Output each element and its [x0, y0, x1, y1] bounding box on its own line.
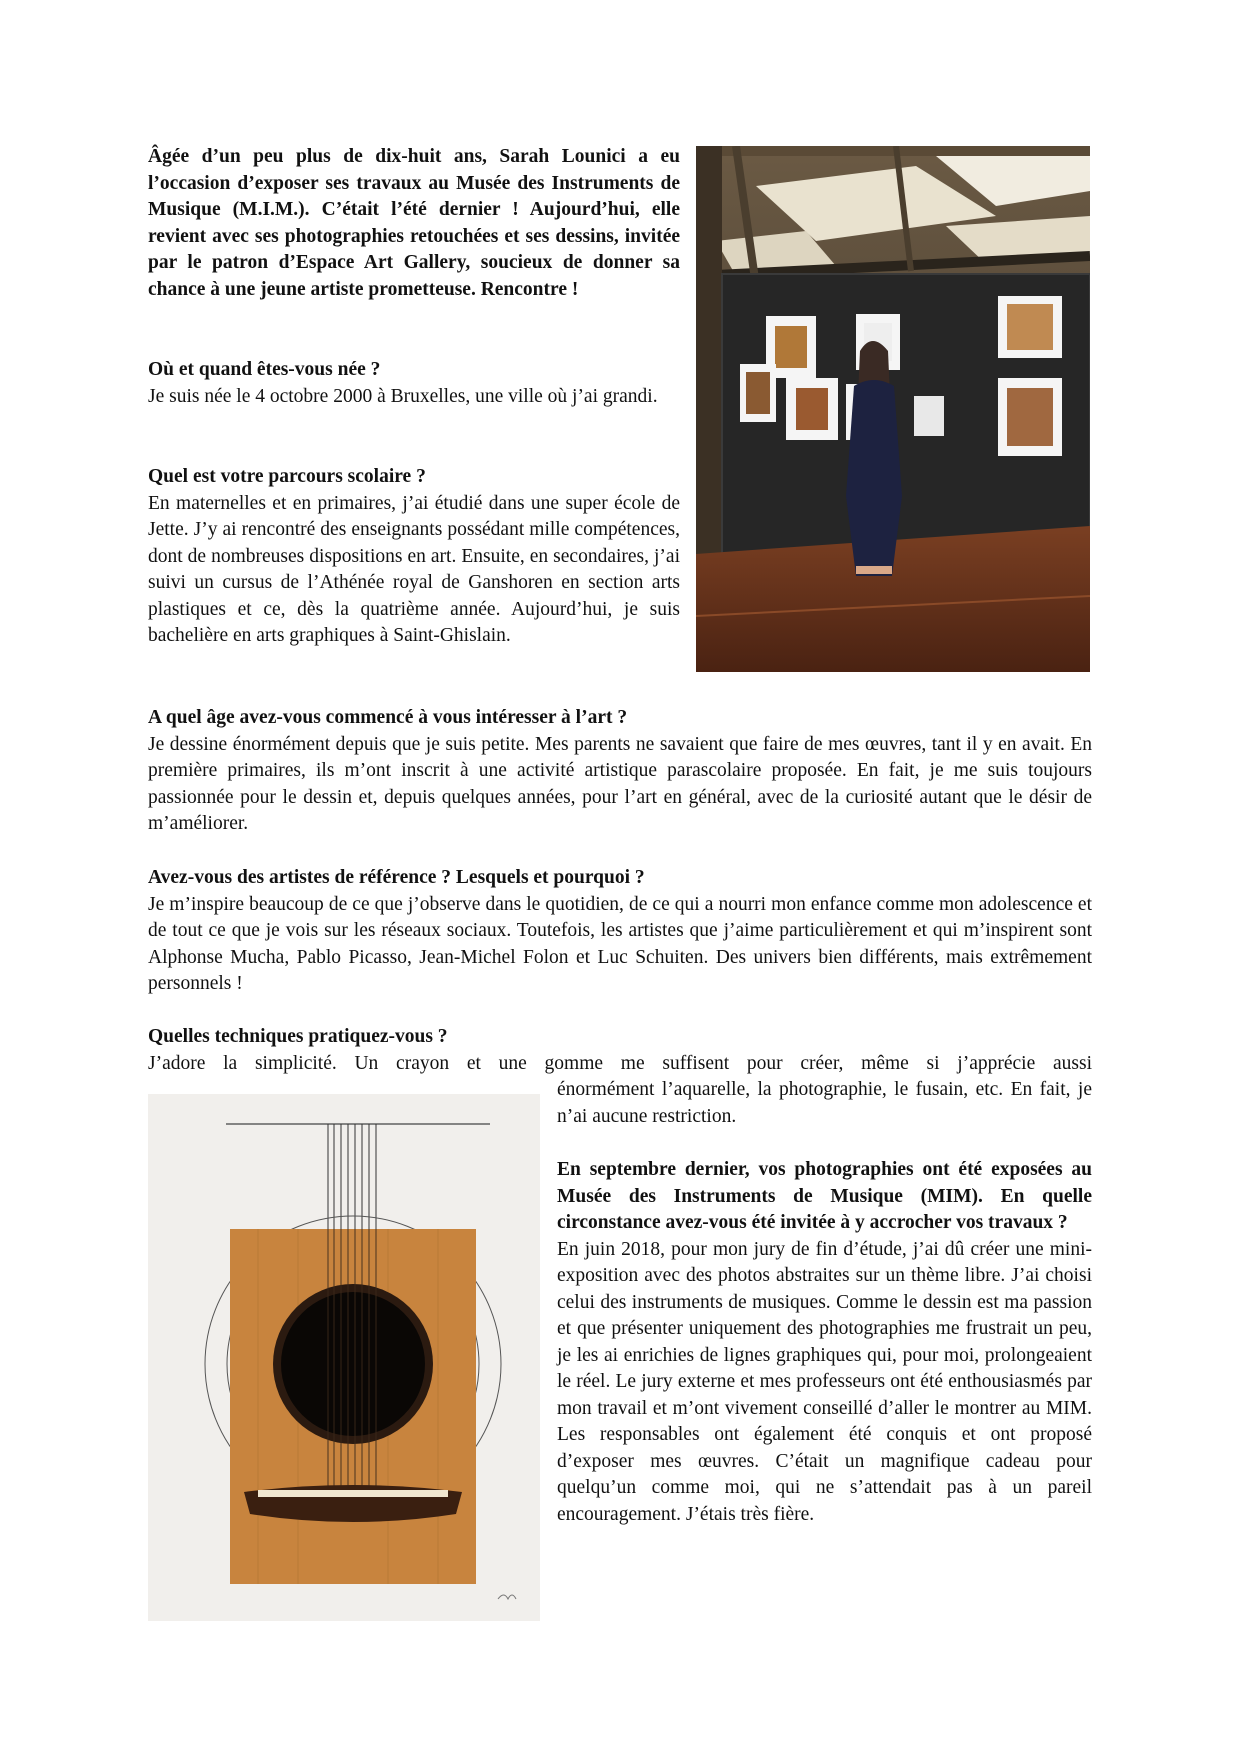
answer-school: En maternelles et en primaires, j’ai étudié dans une super école de Jette. J’y ai rencontré des enseignants possédant mille compétences, dont de nombreuses dispositions en art. Ensuite, en secondaires, j’ai suivi un cursus de l’Athénée royal de Ganshoren en section arts plastiques et ce, dès la quatrième année. Aujourd’hui, je suis bachelière en arts graphiques à Saint-Ghislain. [148, 492, 680, 646]
qa-birth [148, 357, 680, 410]
question-techniques: Quelles techniques pratiquez-vous ? [148, 1026, 448, 1047]
guitar-artwork [148, 1094, 540, 1621]
answer-techniques-rest: énormément l’aquarelle, la photographie, le fusain, etc. En fait, je n’ai aucune restriction. [557, 1079, 1092, 1127]
answer-references: Je m’inspire beaucoup de ce que j’observe dans le quotidien, de ce qui a nourri mon enfance comme mon adolescence et de tout ce que je vois sur les réseaux sociaux. Toutefois, les artistes que j’aime particulièrement et qui m’inspirent sont Alphonse Mucha, Pablo Picasso, Jean-Michel Folon et Luc Schuiten. Des univers bien différents, mais extrêmement personnels ! [148, 893, 1092, 994]
answer-art-interest: Je dessine énormément depuis que je suis petite. Mes parents ne savaient que faire de mes œuvres, tant il y en avait. En première primaires, ils m’ont inscrit à une activité artistique parascolaire proposée. En fait, je me suis toujours passionnée pour le dessin et, depuis quelques années, pour l’art en général, avec de la curiosité autant que le désir de m’améliorer. [148, 733, 1092, 834]
question-birth: Où et quand êtes-vous née ? [148, 359, 381, 380]
answer-mim-exhibition: En juin 2018, pour mon jury de fin d’étude, j’ai dû créer une mini-exposition avec des photos abstraites sur un thème libre. J’ai choisi celui des instruments de musiques. Comme le dessin est ma passion et que présenter uniquement des photographies me frustrait un peu, je les ai enrichies de lignes graphiques qui, pour moi, prolongeaient le réel. Le jury externe et mes professeurs ont été enthousiasmés par mon travail et m’ont vivement conseillé d’aller le montrer au MIM. Les responsables ont également été conquis et ont proposé d’exposer mes œuvres. C’était un magnifique cadeau pour quelqu’un comme moi, qui ne s’attendait pas à un pareil encouragement. J’étais très fière. [557, 1238, 1092, 1525]
qa-techniques [148, 1024, 1092, 1077]
qa-references [148, 865, 1092, 998]
qa-school [148, 464, 680, 650]
qa-art-interest [148, 705, 1092, 838]
question-school: Quel est votre parcours scolaire ? [148, 466, 426, 487]
intro-paragraph [148, 144, 680, 303]
question-references: Avez-vous des artistes de référence ? Lesquels et pourquoi ? [148, 867, 645, 888]
question-mim-exhibition: En septembre dernier, vos photographies ont été exposées au Musée des Instruments de Musique (MIM). En quelle circonstance avez-vous été invitée à y accrocher vos travaux ? [557, 1159, 1092, 1233]
answer-techniques-line1: J’adore la simplicité. Un crayon et une gomme me suffisent pour créer, même si j’apprécie aussi [148, 1052, 1092, 1074]
intro-text: Âgée d’un peu plus de dix-huit ans, Sarah Lounici a eu l’occasion d’exposer ses travaux au Musée des Instruments de Musique (M.I.M.). C’était l’été dernier ! Aujourd’hui, elle revient avec ses photographies retouchées et ses dessins, invitée par le patron d’Espace Art Gallery, soucieux de donner sa chance à une jeune artiste prometteuse. Rencontre ! [148, 146, 680, 300]
answer-birth: Je suis née le 4 octobre 2000 à Bruxelles, une ville où j’ai grandi. [148, 385, 658, 407]
question-art-interest: A quel âge avez-vous commencé à vous intéresser à l’art ? [148, 707, 628, 728]
gallery-exhibition-photo [696, 146, 1090, 672]
qa-techniques-continued [557, 1077, 1092, 1130]
qa-mim-exhibition [557, 1157, 1092, 1528]
